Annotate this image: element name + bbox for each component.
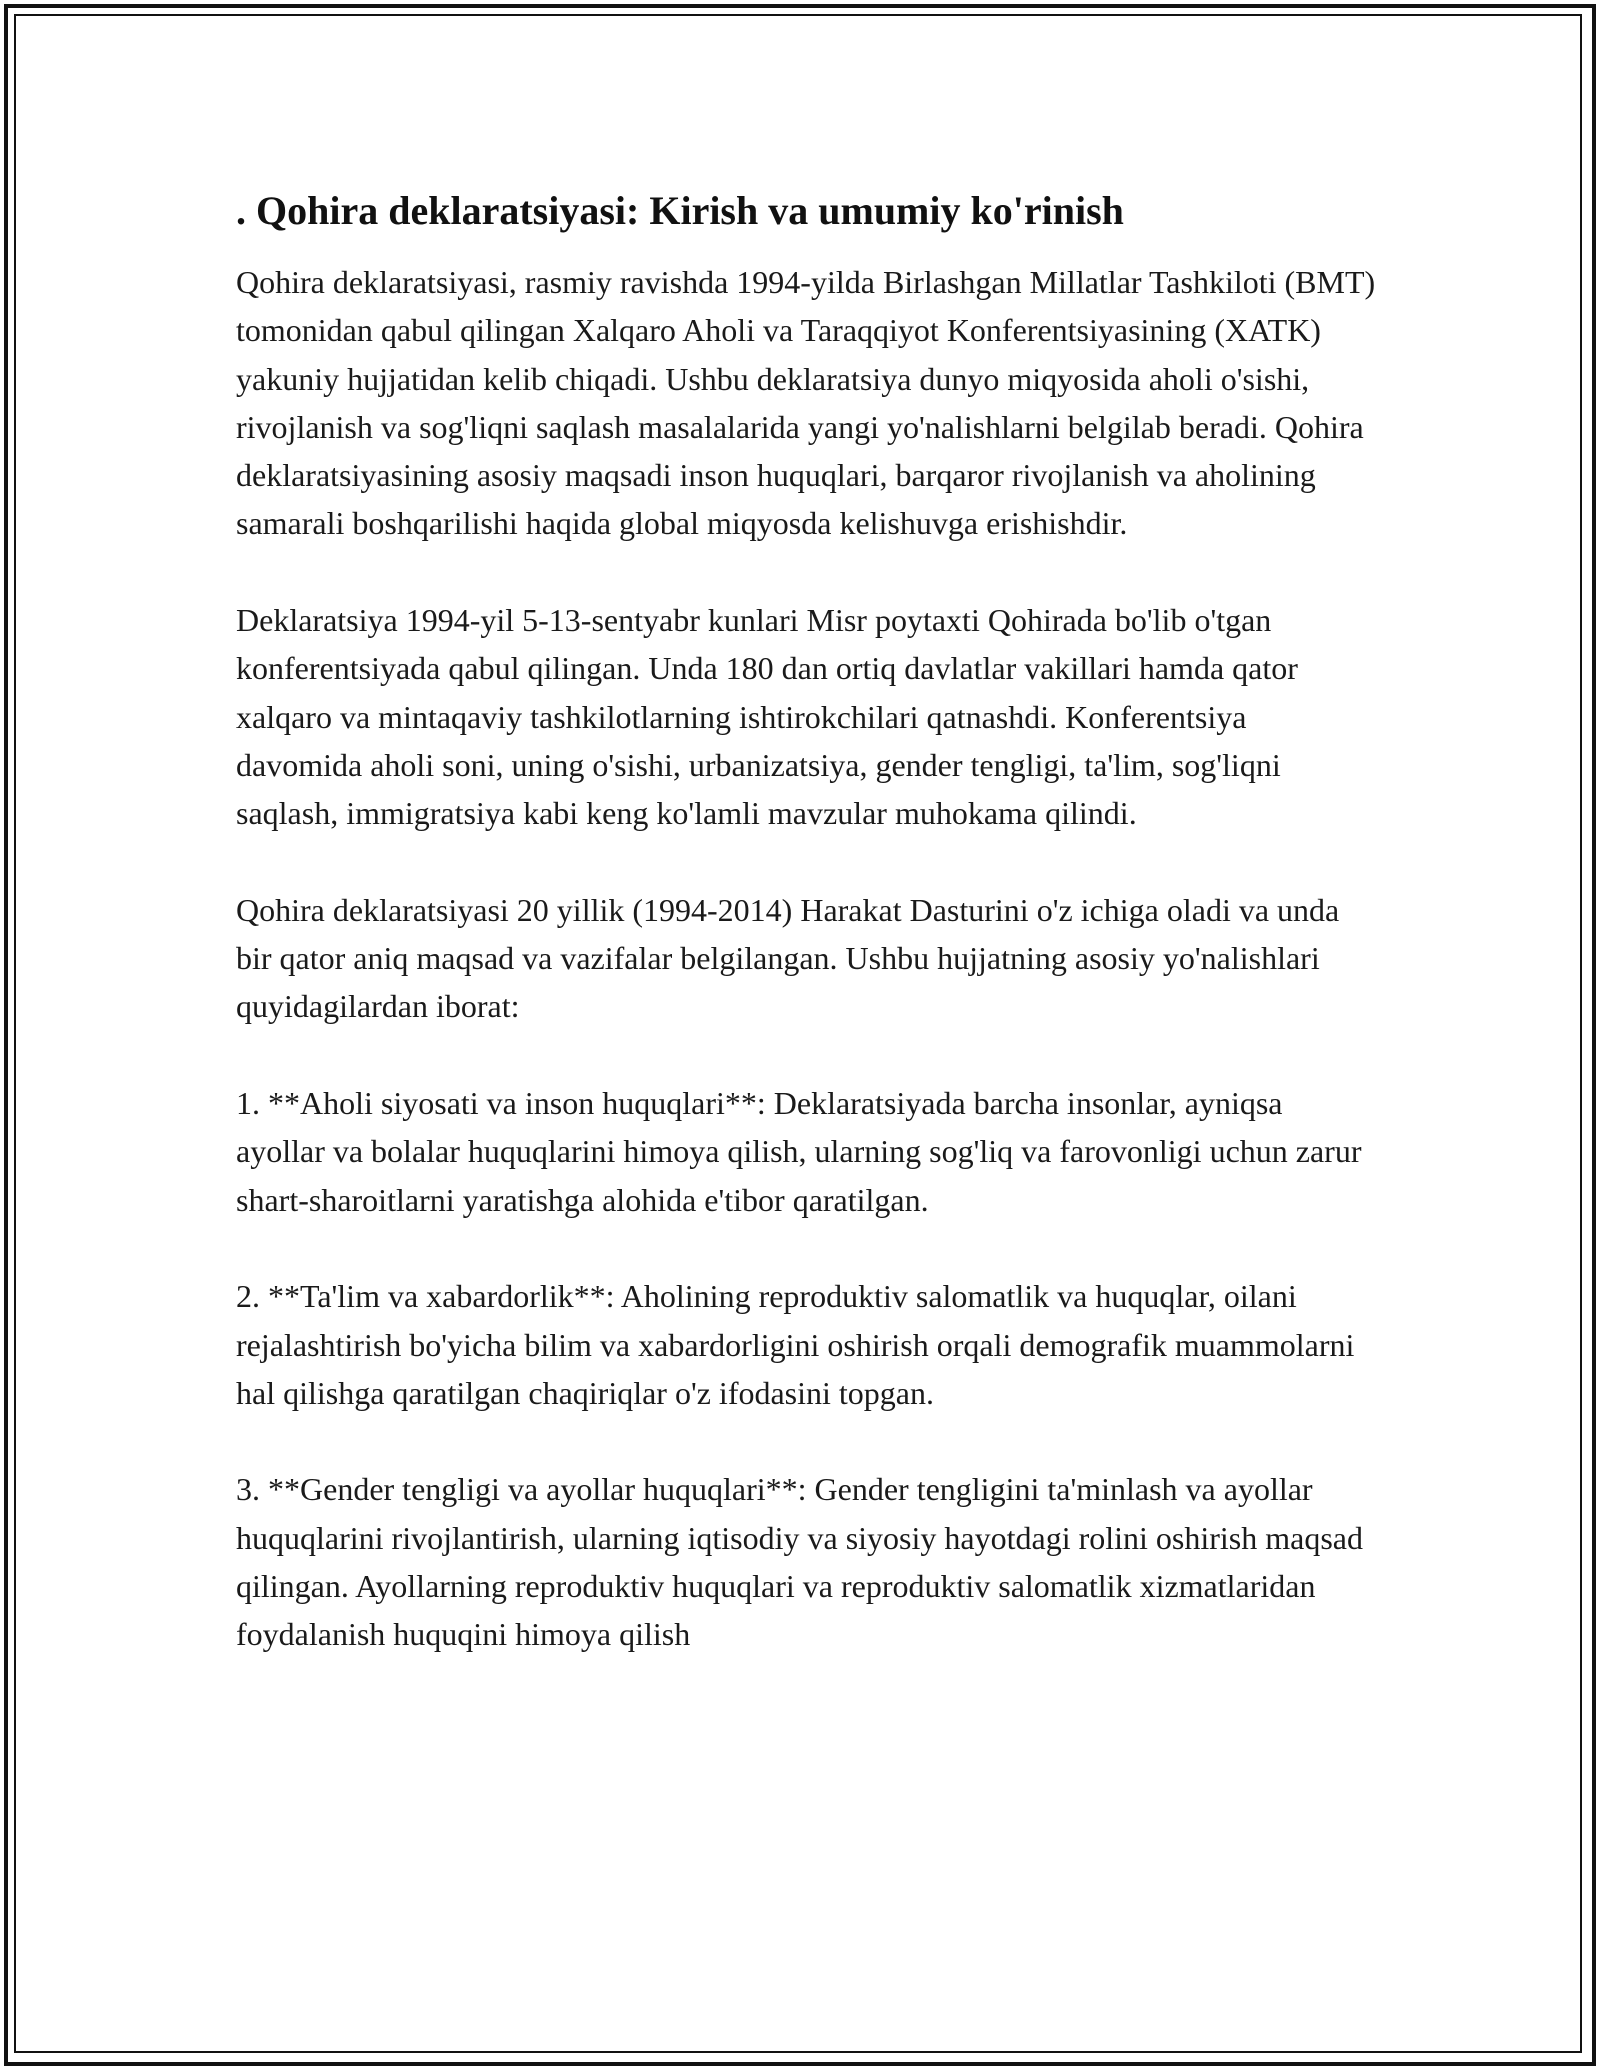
list-item-3: 3. **Gender tengligi va ayollar huquqlari**: Gender tengligini ta'minlash va ayollar huquqlarini rivojlantirish, ularning iqtisodiy va siyosiy hayotdagi rolini oshirish maqsad qilingan. Ayollarning reproduktiv huquqlari va reproduktiv salomatlik xizmatlaridan foydalanish huquqini himoya qilish — [236, 1471, 1363, 1653]
list-item-1: 1. **Aholi siyosati va inson huquqlari**: Deklaratsiyada barcha insonlar, ayniqsa ayollar va bolalar huquqlarini himoya qilish, ularning sog'liq va farovonligi uchun zarur shart-sharoitlarni yaratishga alohida e'tibor qaratilgan. — [236, 1085, 1362, 1218]
list-item-2: 2. **Ta'lim va xabardorlik**: Aholining reproduktiv salomatlik va huquqlar, oilani rejalashtirish bo'yicha bilim va xabardorligini oshirish orqali demografik muammolarni hal qilishga qaratilgan chaqiriqlar o'z ifodasini topgan. — [236, 1278, 1355, 1411]
paragraph-intro: Qohira deklaratsiyasi, rasmiy ravishda 1994-yilda Birlashgan Millatlar Tashkiloti (BMT) tomonidan qabul qilingan Xalqaro Aholi va Taraqqiyot Konferentsiyasining (XATK) yakuniy hujjatidan kelib chiqadi. Ushbu deklaratsiya dunyo miqyosida aholi o'sishi, rivojlanish va sog'liqni saqlash masalalarida yangi yo'nalishlarni belgilab beradi. Qohira deklaratsiyasining asosiy maqsadi inson huquqlari, barqaror rivojlanish va aholining samarali boshqarilishi haqida global miqyosda kelishuvga erishishdir. — [236, 264, 1376, 542]
paragraph-conference: Deklaratsiya 1994-yil 5-13-sentyabr kunlari Misr poytaxti Qohirada bo'lib o'tgan konferentsiyada qabul qilingan. Unda 180 dan ortiq davlatlar vakillari hamda qator xalqaro va mintaqaviy tashkilotlarning ishtirokchilari qatnashdi. Konferentsiya davomida aholi soni, uning o'sishi, urbanizatsiya, gender tengligi, ta'lim, sog'liqni saqlash, immigratsiya kabi keng ko'lamli mavzular muhokama qilindi. — [236, 602, 1298, 832]
paragraph-program: Qohira deklaratsiyasi 20 yillik (1994-2014) Harakat Dasturini o'z ichiga oladi va unda bir qator aniq maqsad va vazifalar belgilangan. Ushbu hujjatning asosiy yo'nalishlari quyidagilardan iborat: — [236, 891, 1340, 1025]
section-heading: . Qohira deklaratsiyasi: Kirish va umumiy ko'rinish — [236, 188, 1124, 233]
document-page — [236, 184, 1376, 1707]
